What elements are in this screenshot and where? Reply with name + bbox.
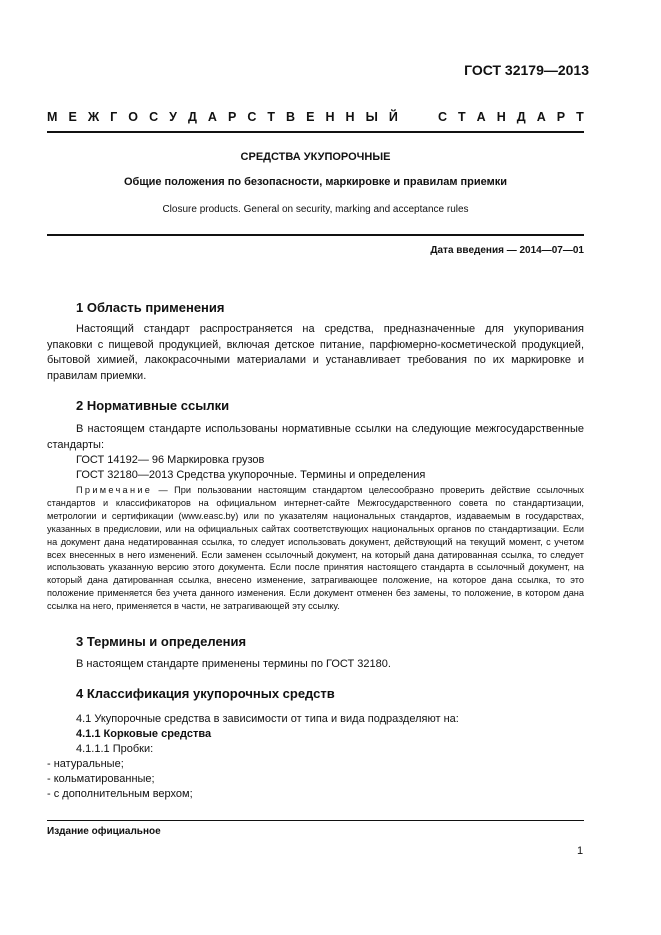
- clause-4-1-1-1: 4.1.1.1 Пробки:: [76, 743, 154, 755]
- banner-letter: Ж: [87, 110, 100, 124]
- list-item: - с дополнительным верхом;: [47, 788, 193, 800]
- banner-letter: С: [149, 110, 159, 124]
- section-4-heading: 4 Классификация укупорочных средств: [76, 686, 335, 701]
- official-edition-label: Издание официальное: [47, 826, 161, 837]
- section-2-note: [47, 484, 584, 613]
- banner-letter: М: [47, 110, 58, 124]
- english-title: Closure products. General on security, marking and acceptance rules: [162, 204, 469, 215]
- banner-letter: Р: [227, 110, 237, 124]
- banner-letter: У: [169, 110, 177, 124]
- document-title: СРЕДСТВА УКУПОРОЧНЫЕ: [240, 151, 391, 163]
- banner-letter: А: [476, 110, 486, 124]
- banner-letter: Е: [306, 110, 315, 124]
- banner-letter: Н: [325, 110, 335, 124]
- note-label: Примечание: [76, 485, 153, 495]
- banner-letter: Д: [187, 110, 197, 124]
- banner-letter: А: [207, 110, 217, 124]
- section-1-heading: 1 Область применения: [76, 300, 225, 315]
- clause-4-1: 4.1 Укупорочные средства в зависимости от типа и вида подразделяют на:: [76, 713, 459, 725]
- list-item: - натуральные;: [47, 758, 124, 770]
- footer-rule: [47, 820, 584, 821]
- banner-letter: Т: [267, 110, 276, 124]
- banner-letter: Р: [556, 110, 566, 124]
- clause-4-1-1: 4.1.1 Корковые средства: [76, 728, 212, 740]
- banner-letter: О: [128, 110, 139, 124]
- reference-2: ГОСТ 32180—2013 Средства укупорочные. Термины и определения: [76, 469, 426, 481]
- banner-letter: Ы: [365, 110, 378, 124]
- banner-letter: С: [247, 110, 257, 124]
- banner-letter: Й: [388, 110, 398, 124]
- note-text: — При пользовании настоящим стандартом целесообразно проверить действие ссылочных стандартов и классификаторов на официальном интернет-сайте Межгосударственного совета по стандартизации, метрологии и сертификации (www.easc.by) или по указателям национальных стандартов, издаваемым в государствах, указанных в предисловии, или на официальных сайтах соответствующих национальных органов по стандартизации. Если на документ дана недатированная ссылка, то следует использовать документ, действующий на текущий момент, с учетом всех внесенных в него изменений. Если заменен ссылочный документ, на который дана датированная ссылка, то следует использовать указанную версию этого документа. Если после принятия настоящего стандарта в ссылочный документ, на который дана датированная ссылка, внесено изменение, затрагивающее положение, на которое дана ссылка, то это положение применяется без учета данного изменения. Если документ отменен без замены, то положение, в котором дана ссылка на него, применяется в части, не затрагивающей эту ссылку.: [47, 485, 584, 612]
- title-rule: [47, 234, 584, 236]
- banner-letter: Н: [496, 110, 506, 124]
- banner-letter: В: [286, 110, 296, 124]
- banner-letter: С: [437, 110, 447, 124]
- banner-letter: Е: [68, 110, 77, 124]
- document-code: ГОСТ 32179—2013: [464, 62, 589, 78]
- banner-word-gap: [409, 110, 427, 124]
- header-rule: [47, 131, 584, 133]
- banner-letter: Н: [345, 110, 355, 124]
- introduction-date: Дата введения — 2014—07—01: [430, 245, 584, 256]
- section-2-text: В настоящем стандарте использованы нормативные ссылки на следующие межгосударственные стандарты:: [47, 423, 584, 451]
- banner-letter: А: [536, 110, 546, 124]
- section-1-text: Настоящий стандарт распространяется на средства, предназначенные для укупоривания упаковки с пищевой продукцией, включая детское питание, парфюмерно-косметической продукцией, бытовой химией, лакокрасочными материалами и устанавливает требования по их маркировке и правилам приемки.: [47, 323, 584, 382]
- banner-letter: Т: [576, 110, 584, 124]
- list-item: - кольматированные;: [47, 773, 155, 785]
- interstate-standard-banner: [47, 110, 584, 124]
- reference-1: ГОСТ 14192— 96 Маркировка грузов: [76, 454, 265, 466]
- section-3-heading: 3 Термины и определения: [76, 634, 247, 649]
- banner-letter: Т: [458, 110, 466, 124]
- page-number: 1: [577, 845, 584, 857]
- banner-letter: Г: [110, 110, 118, 124]
- section-2-heading: 2 Нормативные ссылки: [76, 398, 230, 413]
- banner-letter: Д: [516, 110, 526, 124]
- section-3-text: В настоящем стандарте применены термины по ГОСТ 32180.: [76, 658, 391, 670]
- document-subtitle: Общие положения по безопасности, маркировке и правилам приемки: [123, 176, 508, 188]
